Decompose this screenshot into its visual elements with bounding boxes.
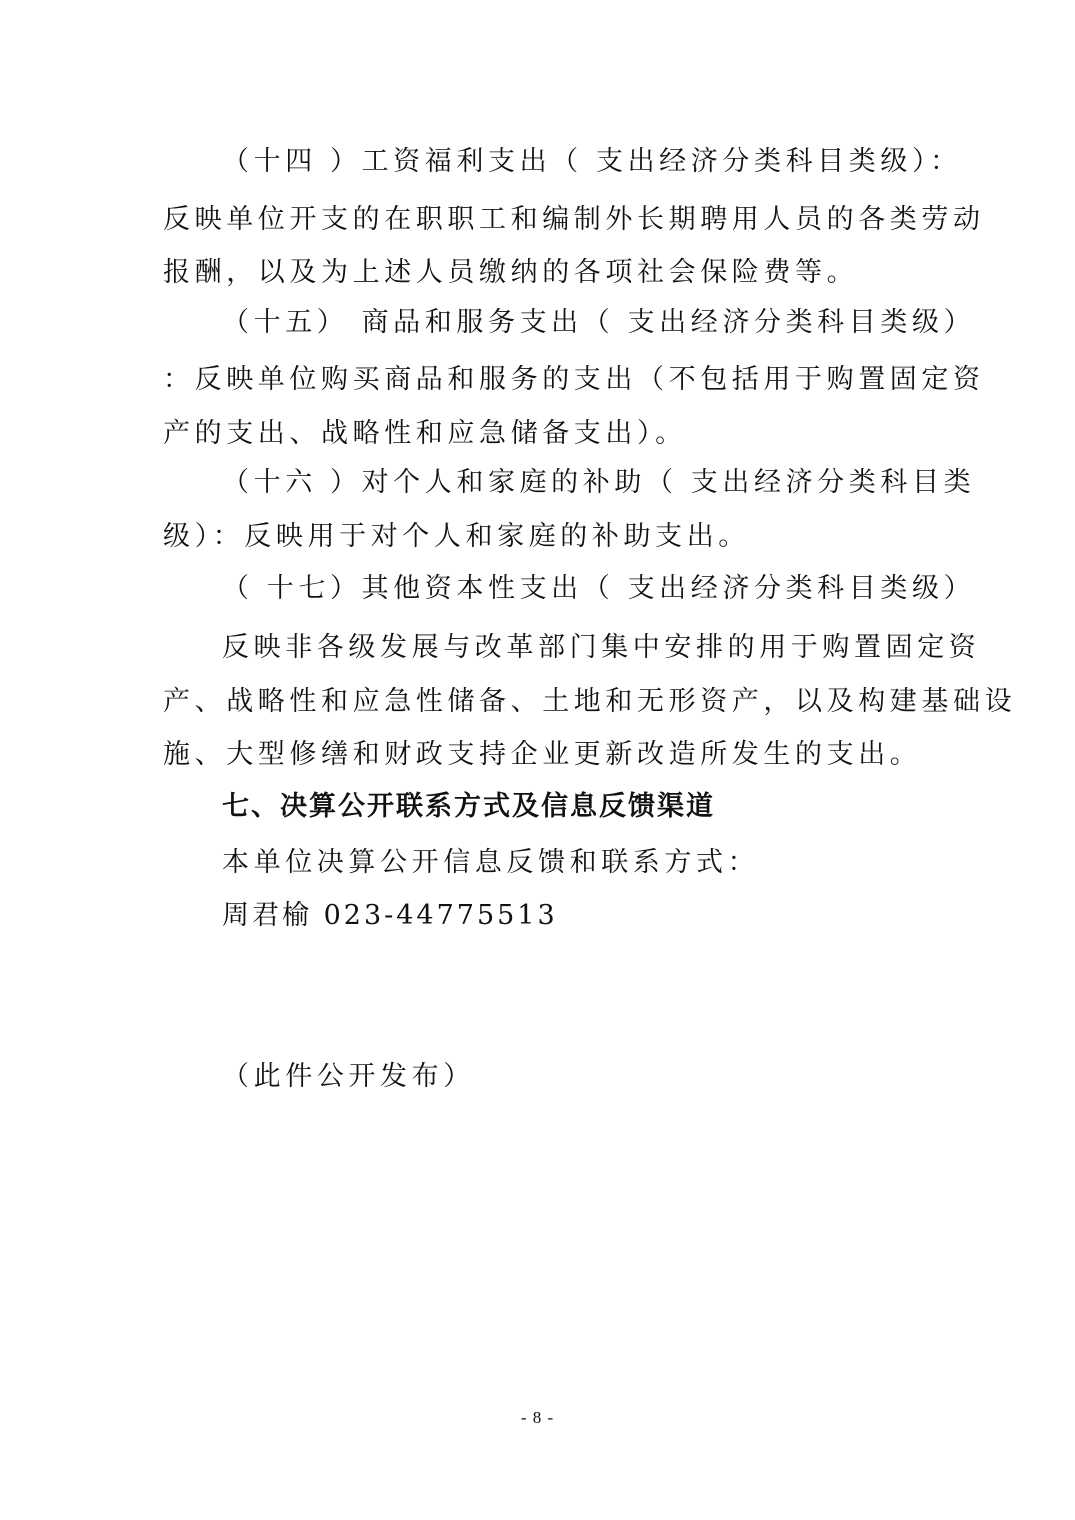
item16-text-line-1: 级）：反映用于对个人和家庭的补助支出。 (163, 521, 750, 552)
item17-text-line-2: 产、战略性和应急性储备、土地和无形资产，以及构建基础设 (163, 686, 1017, 717)
item17-text-line-3: 施、大型修缮和财政支持企业更新改造所发生的支出。 (163, 739, 922, 770)
item17-title: （ 十七）其他资本性支出（ 支出经济分类科目类级） (222, 573, 976, 604)
item17-text-line-1: 反映非各级发展与改革部门集中安排的用于购置固定资 (222, 632, 981, 663)
item14-text-line-1: 反映单位开支的在职职工和编制外长期聘用人员的各类劳动 (163, 204, 985, 235)
item15-text-line-2: 产的支出、战略性和应急储备支出）。 (163, 418, 687, 449)
item15-text-line-1: ：反映单位购买商品和服务的支出（不包括用于购置固定资 (163, 364, 985, 395)
section7-contact: 周君榆 023-44775513 (222, 900, 558, 931)
item16-title: （十六 ）对个人和家庭的补助（ 支出经济分类科目类 (222, 467, 976, 498)
item14-title: （十四 ）工资福利支出（ 支出经济分类科目类级）： (222, 146, 962, 177)
section7-intro: 本单位决算公开信息反馈和联系方式： (222, 847, 760, 878)
publish-note: （此件公开发布） (222, 1061, 475, 1092)
section7-heading: 七、决算公开联系方式及信息反馈渠道 (222, 791, 715, 822)
item14-text-line-2: 报酬，以及为上述人员缴纳的各项社会保险费等。 (163, 257, 859, 288)
page-number: - 8 - (520, 1408, 555, 1427)
item15-title: （十五） 商品和服务支出（ 支出经济分类科目类级） (222, 307, 976, 338)
